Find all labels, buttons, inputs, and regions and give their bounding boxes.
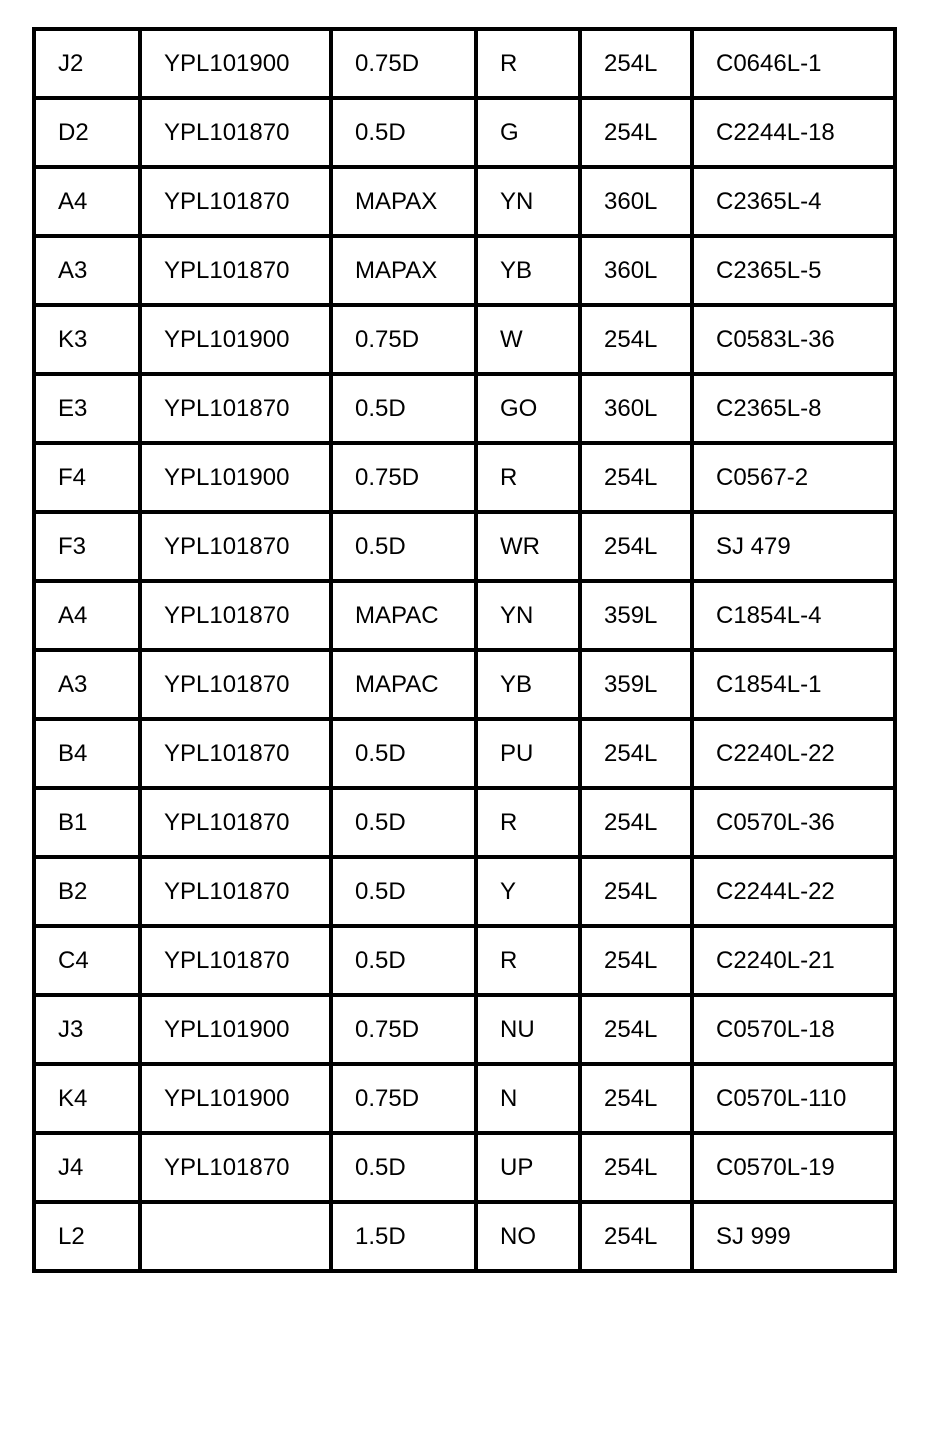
table-cell-length: 254L: [580, 1064, 692, 1133]
table-cell-code: C0646L-1: [692, 29, 895, 98]
table-row: [34, 995, 895, 1064]
table-cell-code: C0567-2: [692, 443, 895, 512]
table-cell-length: 359L: [580, 581, 692, 650]
table-cell-diameter: MAPAX: [331, 167, 476, 236]
table-cell-code: C2365L-8: [692, 374, 895, 443]
table-cell-code: C2365L-5: [692, 236, 895, 305]
table-cell-location: K3: [34, 305, 140, 374]
table-cell-length: 254L: [580, 995, 692, 1064]
table-cell-diameter: 1.5D: [331, 1202, 476, 1271]
table-cell-code: C2365L-4: [692, 167, 895, 236]
table-cell-location: A4: [34, 581, 140, 650]
table-cell-color-code: G: [476, 98, 580, 167]
table-cell-diameter: MAPAC: [331, 581, 476, 650]
table-cell-part-number: YPL101870: [140, 374, 331, 443]
table-cell-length: 254L: [580, 305, 692, 374]
table-cell-length: 254L: [580, 29, 692, 98]
table-cell-part-number: YPL101870: [140, 788, 331, 857]
table-cell-color-code: NU: [476, 995, 580, 1064]
table-row: [34, 926, 895, 995]
table-row: [34, 1064, 895, 1133]
table-cell-location: A4: [34, 167, 140, 236]
table-cell-length: 360L: [580, 236, 692, 305]
table-cell-part-number: YPL101870: [140, 236, 331, 305]
table-cell-diameter: 0.5D: [331, 374, 476, 443]
table-row: [34, 1202, 895, 1271]
table-cell-color-code: YB: [476, 650, 580, 719]
table-cell-length: 359L: [580, 650, 692, 719]
table-cell-location: A3: [34, 236, 140, 305]
table-cell-code: C0583L-36: [692, 305, 895, 374]
table-cell-code: C0570L-18: [692, 995, 895, 1064]
table-cell-color-code: PU: [476, 719, 580, 788]
table-cell-part-number: YPL101900: [140, 305, 331, 374]
table-cell-color-code: N: [476, 1064, 580, 1133]
table-row: [34, 581, 895, 650]
table-cell-part-number: YPL101870: [140, 98, 331, 167]
table-row: [34, 29, 895, 98]
table-row: [34, 650, 895, 719]
table-cell-length: 360L: [580, 374, 692, 443]
table-cell-location: J2: [34, 29, 140, 98]
table-row: [34, 305, 895, 374]
table-cell-code: C0570L-19: [692, 1133, 895, 1202]
table-row: [34, 236, 895, 305]
table-cell-length: 254L: [580, 857, 692, 926]
table-cell-part-number: YPL101870: [140, 650, 331, 719]
table-cell-code: C2240L-21: [692, 926, 895, 995]
table-cell-color-code: R: [476, 926, 580, 995]
table-cell-color-code: WR: [476, 512, 580, 581]
table-cell-location: D2: [34, 98, 140, 167]
table-cell-diameter: 0.5D: [331, 98, 476, 167]
table-cell-length: 254L: [580, 788, 692, 857]
table-cell-diameter: 0.5D: [331, 788, 476, 857]
table-cell-location: F3: [34, 512, 140, 581]
table-cell-length: 254L: [580, 1202, 692, 1271]
table-cell-diameter: MAPAX: [331, 236, 476, 305]
table-cell-part-number: YPL101870: [140, 512, 331, 581]
table-row: [34, 788, 895, 857]
table-cell-part-number: YPL101900: [140, 29, 331, 98]
table-cell-color-code: YN: [476, 167, 580, 236]
table-cell-part-number: YPL101900: [140, 1064, 331, 1133]
table-cell-length: 360L: [580, 167, 692, 236]
table-cell-length: 254L: [580, 926, 692, 995]
table-cell-length: 254L: [580, 443, 692, 512]
table-cell-part-number: YPL101870: [140, 926, 331, 995]
table-row: [34, 1133, 895, 1202]
table-row: [34, 857, 895, 926]
table-cell-diameter: 0.5D: [331, 857, 476, 926]
table-cell-code: SJ 999: [692, 1202, 895, 1271]
table-row: [34, 719, 895, 788]
table-cell-diameter: 0.5D: [331, 926, 476, 995]
table-cell-diameter: 0.75D: [331, 1064, 476, 1133]
table-cell-code: C0570L-36: [692, 788, 895, 857]
table-cell-diameter: 0.75D: [331, 995, 476, 1064]
table-cell-length: 254L: [580, 98, 692, 167]
table-cell-color-code: R: [476, 788, 580, 857]
table-cell-location: J3: [34, 995, 140, 1064]
table-row: [34, 98, 895, 167]
table-cell-code: C2244L-18: [692, 98, 895, 167]
table-cell-part-number: YPL101870: [140, 581, 331, 650]
table-cell-length: 254L: [580, 1133, 692, 1202]
table-cell-color-code: W: [476, 305, 580, 374]
table-cell-location: B2: [34, 857, 140, 926]
table-cell-length: 254L: [580, 719, 692, 788]
data-table: [32, 27, 897, 1273]
table-cell-part-number: YPL101870: [140, 1133, 331, 1202]
table-cell-code: C2240L-22: [692, 719, 895, 788]
table-cell-color-code: UP: [476, 1133, 580, 1202]
table-row: [34, 512, 895, 581]
table-cell-location: F4: [34, 443, 140, 512]
table-cell-location: B4: [34, 719, 140, 788]
table-cell-part-number: YPL101900: [140, 443, 331, 512]
table-cell-code: C1854L-4: [692, 581, 895, 650]
table-cell-diameter: 0.75D: [331, 443, 476, 512]
table-cell-location: K4: [34, 1064, 140, 1133]
table-cell-diameter: 0.5D: [331, 719, 476, 788]
table-row: [34, 443, 895, 512]
table-cell-location: J4: [34, 1133, 140, 1202]
table-cell-code: C1854L-1: [692, 650, 895, 719]
table-cell-color-code: Y: [476, 857, 580, 926]
table-row: [34, 374, 895, 443]
table-cell-part-number: YPL101900: [140, 995, 331, 1064]
table-cell-color-code: YN: [476, 581, 580, 650]
table-cell-part-number: YPL101870: [140, 857, 331, 926]
table-row: [34, 167, 895, 236]
table-cell-location: C4: [34, 926, 140, 995]
table-cell-diameter: 0.75D: [331, 305, 476, 374]
table-cell-part-number: YPL101870: [140, 719, 331, 788]
table-cell-diameter: MAPAC: [331, 650, 476, 719]
table-cell-location: B1: [34, 788, 140, 857]
table-cell-code: C2244L-22: [692, 857, 895, 926]
table-cell-color-code: YB: [476, 236, 580, 305]
table-cell-location: E3: [34, 374, 140, 443]
table-cell-diameter: 0.5D: [331, 1133, 476, 1202]
table-cell-location: L2: [34, 1202, 140, 1271]
table-cell-part-number: YPL101870: [140, 167, 331, 236]
table-cell-color-code: R: [476, 443, 580, 512]
table-cell-color-code: GO: [476, 374, 580, 443]
table-cell-length: 254L: [580, 512, 692, 581]
table-cell-color-code: NO: [476, 1202, 580, 1271]
table-cell-code: SJ 479: [692, 512, 895, 581]
table-cell-location: A3: [34, 650, 140, 719]
table-cell-part-number: [140, 1202, 331, 1271]
table-body: [34, 29, 895, 1271]
table-cell-diameter: 0.5D: [331, 512, 476, 581]
table-cell-code: C0570L-110: [692, 1064, 895, 1133]
table-cell-diameter: 0.75D: [331, 29, 476, 98]
table-cell-color-code: R: [476, 29, 580, 98]
